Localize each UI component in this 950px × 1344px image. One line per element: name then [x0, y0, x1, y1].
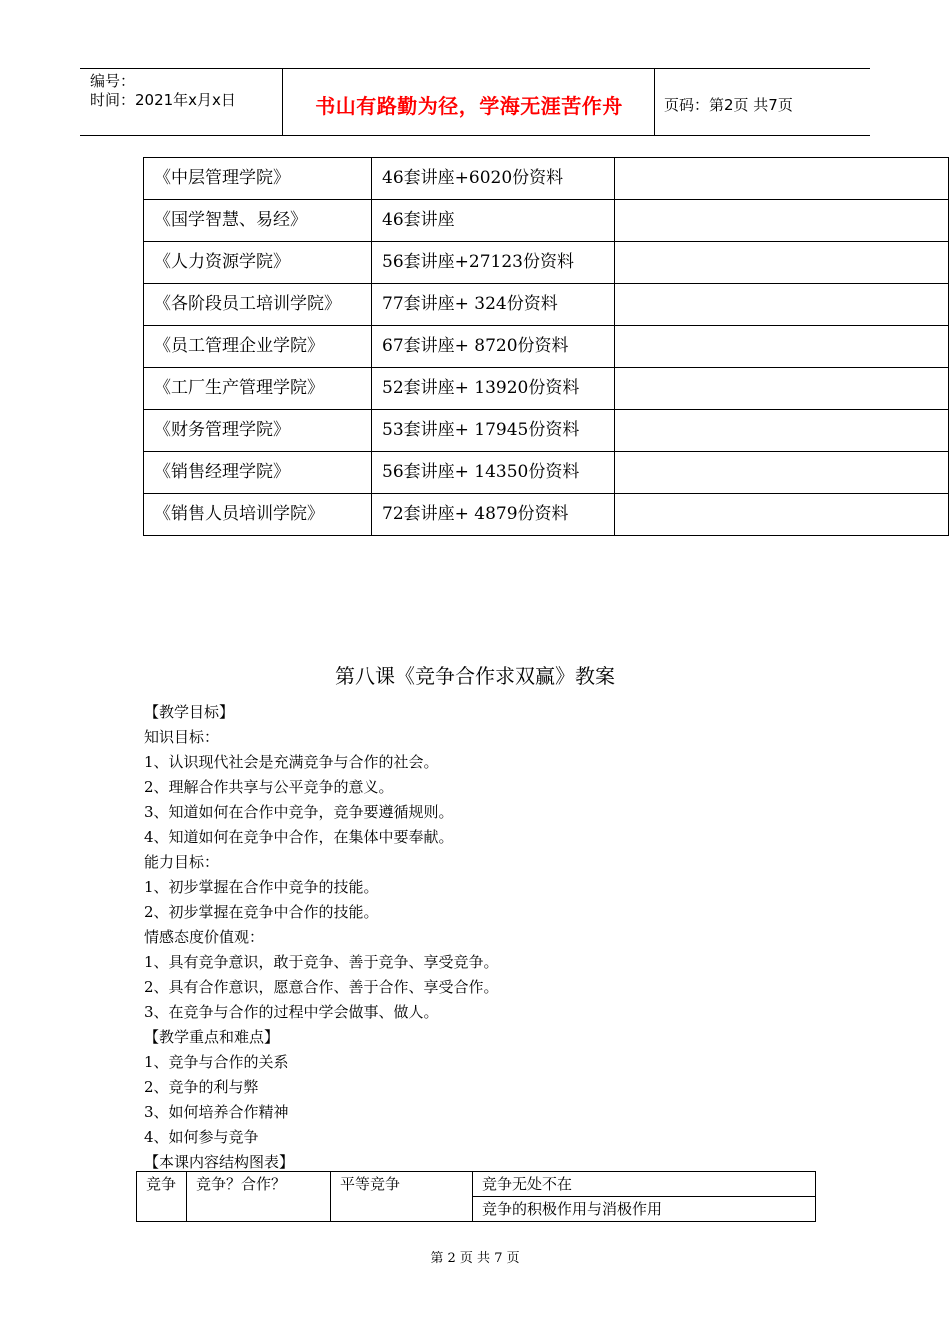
lesson-body	[144, 700, 499, 1175]
resource-detail: 46套讲座	[372, 200, 615, 242]
resource-name: 《销售人员培训学院》	[144, 494, 372, 536]
header-bottom-rule	[80, 135, 870, 136]
list-item: 2、理解合作共享与公平竞争的意义。	[144, 778, 394, 796]
document-date: 时间：2021年x月x日	[90, 91, 236, 109]
document-number-label: 编号：	[90, 72, 136, 90]
structure-branch: 竞争？合作？	[187, 1172, 331, 1222]
resource-detail: 77套讲座+ 324份资料	[372, 284, 615, 326]
section-heading: 【本课内容结构图表】	[144, 1153, 295, 1171]
lesson-title: 第八课《竞争合作求双赢》教案	[335, 664, 615, 688]
list-item: 1、具有竞争意识，敢于竞争、善于竞争、享受竞争。	[144, 953, 499, 971]
table-row	[144, 452, 949, 494]
structure-topic: 平等竞争	[331, 1172, 473, 1222]
resource-name: 《中层管理学院》	[144, 158, 372, 200]
resource-detail: 53套讲座+ 17945份资料	[372, 410, 615, 452]
list-item: 3、如何培养合作精神	[144, 1103, 289, 1121]
resource-detail: 67套讲座+ 8720份资料	[372, 326, 615, 368]
resource-note	[615, 158, 949, 200]
resource-note	[615, 200, 949, 242]
header-divider-right	[654, 68, 655, 136]
subheading: 情感态度价值观：	[144, 928, 265, 946]
resource-note	[615, 326, 949, 368]
table-row	[144, 368, 949, 410]
list-item: 1、竞争与合作的关系	[144, 1053, 289, 1071]
table-row	[144, 326, 949, 368]
table-row	[144, 242, 949, 284]
list-item: 3、在竞争与合作的过程中学会做事、做人。	[144, 1003, 439, 1021]
structure-point: 竞争无处不在	[473, 1172, 816, 1197]
resource-note	[615, 494, 949, 536]
table-row	[144, 494, 949, 536]
list-item: 4、知道如何在竞争中合作，在集体中要奉献。	[144, 828, 454, 846]
resource-detail: 72套讲座+ 4879份资料	[372, 494, 615, 536]
list-item: 2、竞争的利与弊	[144, 1078, 259, 1096]
table-row	[144, 158, 949, 200]
resource-note	[615, 410, 949, 452]
header-top-rule	[80, 68, 870, 69]
resource-note	[615, 284, 949, 326]
list-item: 4、如何参与竞争	[144, 1128, 259, 1146]
resource-note	[615, 452, 949, 494]
header-motto: 书山有路勤为径，学海无涯苦作舟	[315, 94, 623, 118]
resource-name: 《工厂生产管理学院》	[144, 368, 372, 410]
resource-name: 《财务管理学院》	[144, 410, 372, 452]
structure-table	[136, 1171, 816, 1222]
table-row	[144, 284, 949, 326]
structure-root: 竞争	[137, 1172, 187, 1222]
resource-name: 《各阶段员工培训学院》	[144, 284, 372, 326]
resource-note	[615, 242, 949, 284]
table-row	[144, 410, 949, 452]
list-item: 1、初步掌握在合作中竞争的技能。	[144, 878, 379, 896]
resource-detail: 52套讲座+ 13920份资料	[372, 368, 615, 410]
subheading: 知识目标：	[144, 728, 220, 746]
list-item: 3、知道如何在合作中竞争，竞争要遵循规则。	[144, 803, 454, 821]
table-row	[144, 200, 949, 242]
resource-detail: 46套讲座+6020份资料	[372, 158, 615, 200]
list-item: 1、认识现代社会是充满竞争与合作的社会。	[144, 753, 439, 771]
resource-table	[143, 157, 949, 536]
section-heading: 【教学目标】	[144, 703, 235, 721]
section-heading: 【教学重点和难点】	[144, 1028, 280, 1046]
resource-detail: 56套讲座+ 14350份资料	[372, 452, 615, 494]
resource-name: 《人力资源学院》	[144, 242, 372, 284]
resource-name: 《销售经理学院》	[144, 452, 372, 494]
structure-point: 竞争的积极作用与消极作用	[473, 1197, 816, 1222]
header-meta	[90, 72, 236, 110]
resource-detail: 56套讲座+27123份资料	[372, 242, 615, 284]
table-row	[137, 1172, 816, 1197]
resource-note	[615, 368, 949, 410]
header-divider-left	[282, 68, 283, 136]
header-page-info: 页码：第2页 共7页	[664, 96, 793, 114]
subheading: 能力目标：	[144, 853, 220, 871]
list-item: 2、初步掌握在竞争中合作的技能。	[144, 903, 379, 921]
resource-name: 《国学智慧、易经》	[144, 200, 372, 242]
list-item: 2、具有合作意识，愿意合作、善于合作、享受合作。	[144, 978, 499, 996]
resource-name: 《员工管理企业学院》	[144, 326, 372, 368]
page-footer: 第 2 页 共 7 页	[430, 1251, 520, 1266]
